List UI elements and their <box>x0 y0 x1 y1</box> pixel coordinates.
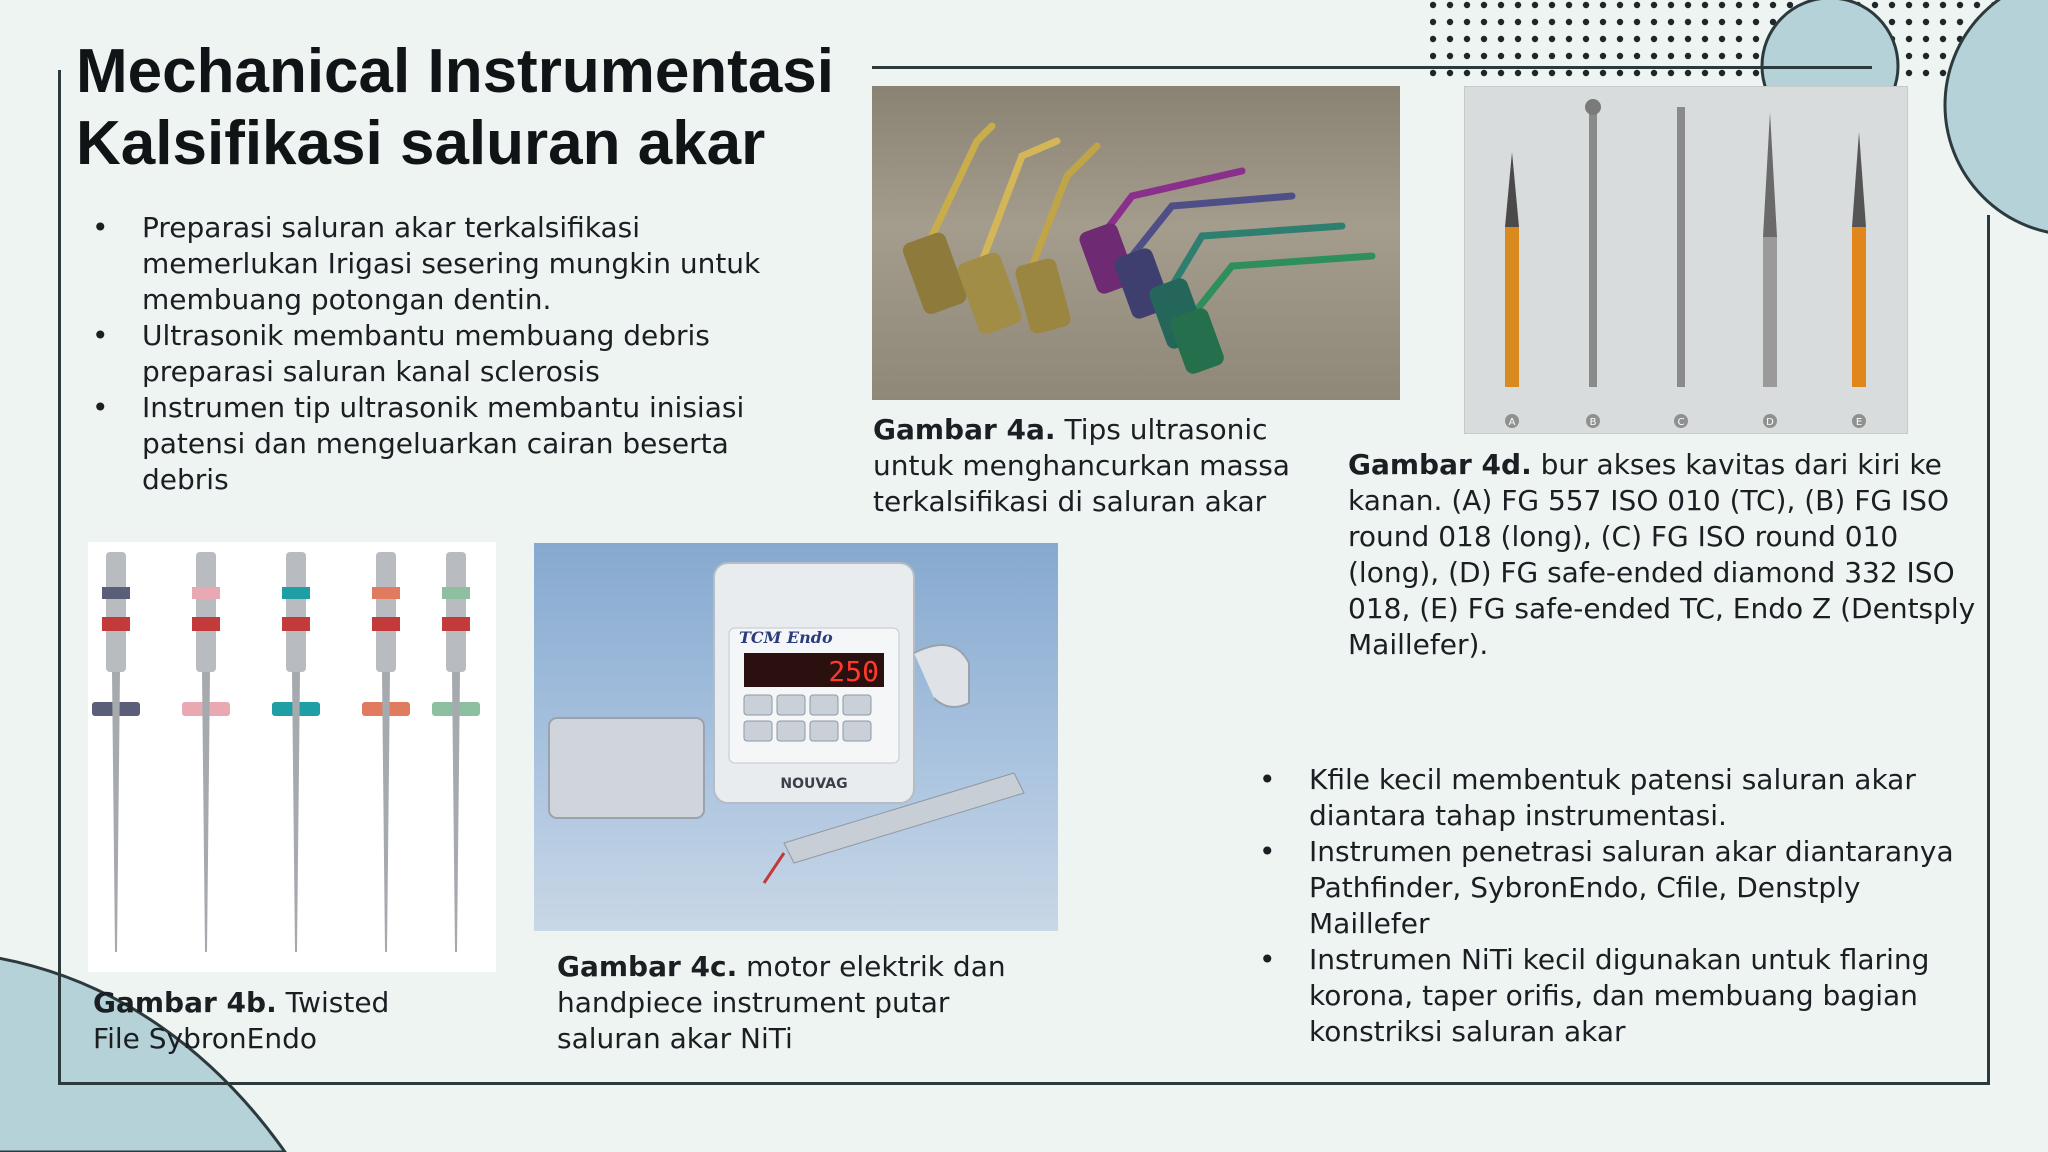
bur-letter-e: E <box>1855 417 1863 428</box>
figure-4d-label: Gambar 4d. <box>1348 448 1532 481</box>
figure-4c-caption <box>557 949 1057 1057</box>
figure-4a-image <box>872 86 1400 400</box>
device-brand: NOUVAG <box>780 776 848 792</box>
frame-line-bottom <box>58 1082 1990 1085</box>
bullet-item: • Instrumen tip ultrasonik membantu inisiasi patensi dan mengeluarkan cairan beserta debris <box>78 390 818 498</box>
frame-line-top <box>872 66 1872 69</box>
figure-4b-image <box>88 542 496 972</box>
slide-title-line-1: Mechanical Instrumentasi <box>76 37 835 106</box>
figure-4c-label: Gambar 4c. <box>557 950 738 983</box>
bur-letter-c: C <box>1677 417 1685 428</box>
bullet-list-top <box>78 210 818 498</box>
bullet-item: • Kfile kecil membentuk patensi saluran akar diantara tahap instrumentasi. <box>1245 762 1965 834</box>
bur-letter-b: B <box>1589 417 1597 428</box>
device-label: TCM Endo <box>739 628 833 647</box>
figure-4b-label: Gambar 4b. <box>93 986 277 1019</box>
figure-4c-text: motor elektrik dan handpiece instrument putar saluran akar NiTi <box>557 950 1006 1055</box>
burs-illustration <box>1465 87 1908 434</box>
device-display: 250 <box>828 655 879 688</box>
figure-4d-text: bur akses kavitas dari kiri ke kanan. (A) FG 557 ISO 010 (TC), (B) FG ISO round 018 (long), (C) FG ISO round 010 (long), (D) FG safe-ended diamond 332 ISO 018, (E) FG safe-ended TC, Endo Z (Dentsply Maillefer). <box>1348 448 1976 661</box>
bur-letter-a: A <box>1508 417 1516 428</box>
bullet-item: • Ultrasonik membantu membuang debris preparasi saluran kanal sclerosis <box>78 318 818 390</box>
bullet-item: • Preparasi saluran akar terkalsifikasi memerlukan Irigasi sesering mungkin untuk membuang potongan dentin. <box>78 210 818 318</box>
twisted-files-illustration <box>88 542 496 972</box>
figure-4d-caption <box>1348 447 1988 663</box>
figure-4b-text: Twisted File SybronEndo <box>93 986 390 1055</box>
figure-4c-image <box>534 543 1058 931</box>
figure-4a-label: Gambar 4a. <box>873 413 1056 446</box>
bullet-item: • Instrumen NiTi kecil digunakan untuk flaring korona, taper orifis, dan membuang bagian konstriksi saluran akar <box>1245 942 1965 1050</box>
frame-line-left <box>58 70 61 1085</box>
figure-4a-text: Tips ultrasonic untuk menghancurkan massa terkalsifikasi di saluran akar <box>873 413 1290 518</box>
bullet-list-bottom <box>1245 762 1965 1050</box>
slide-title <box>76 36 876 180</box>
slide-title-line-2: Kalsifikasi saluran akar <box>76 109 766 178</box>
figure-4d-image <box>1464 86 1908 434</box>
electric-motor-illustration <box>534 543 1058 931</box>
figure-4a-caption <box>873 412 1333 520</box>
figure-4b-caption <box>93 985 433 1057</box>
ultrasonic-tips-illustration <box>872 86 1400 400</box>
bur-letter-d: D <box>1766 417 1774 428</box>
bullet-item: • Instrumen penetrasi saluran akar diantaranya Pathfinder, SybronEndo, Cfile, Denstply Maillefer <box>1245 834 1965 942</box>
